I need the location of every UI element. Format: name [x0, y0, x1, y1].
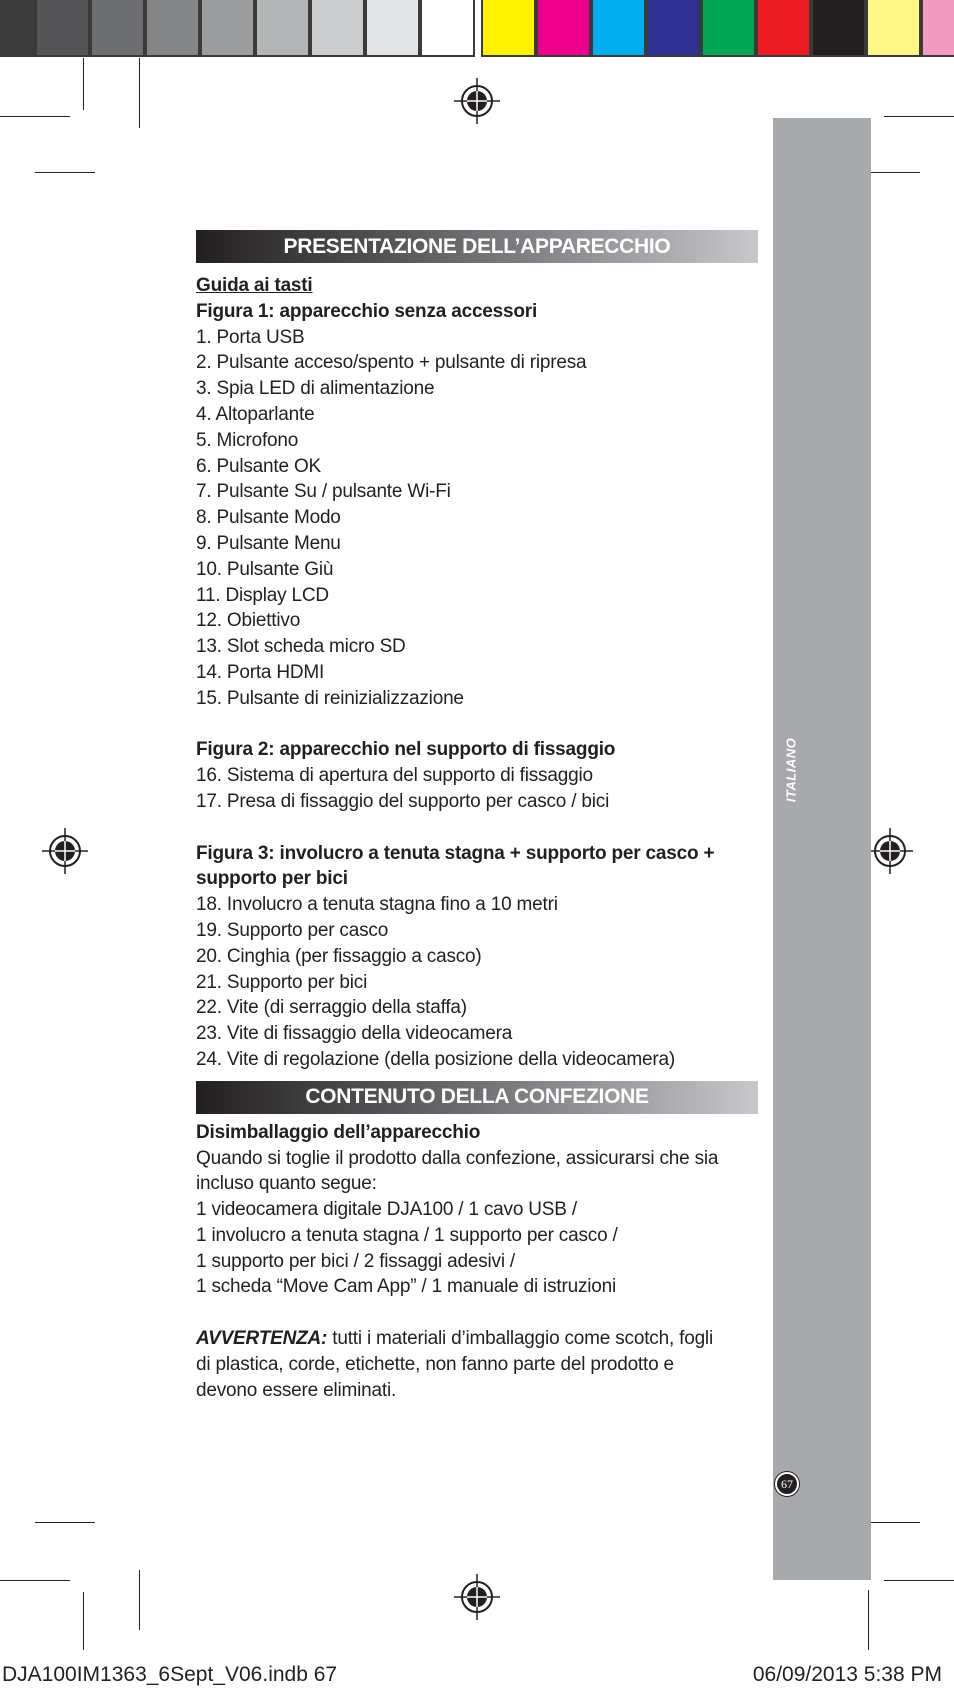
main-content [196, 230, 758, 1403]
warning-text: di plastica, corde, etichette, non fanno parte del prodotto e [196, 1353, 674, 1375]
list-item: 17. Presa di fissaggio del supporto per casco / bici [196, 790, 610, 812]
color-swatch [365, 0, 420, 57]
warning-text [196, 1326, 758, 1352]
crop-mark [0, 1580, 70, 1581]
figure-title: Figura 1: apparecchio senza accessori [196, 300, 538, 322]
list-item: 22. Vite (di serraggio della staffa) [196, 997, 467, 1019]
color-swatch [701, 0, 756, 57]
list-item: 10. Pulsante Giù [196, 558, 334, 580]
registration-mark-icon [454, 1574, 500, 1620]
crop-mark [884, 1580, 954, 1581]
color-swatch [481, 0, 536, 57]
gray-calibration-bar [0, 0, 475, 60]
list-item: 18. Involucro a tenuta stagna fino a 10 metri [196, 894, 558, 916]
color-swatch [255, 0, 310, 57]
color-swatch [145, 0, 200, 57]
color-swatch [200, 0, 255, 57]
list-item: 1 videocamera digitale DJA100 / 1 cavo USB / [196, 1199, 577, 1221]
figure-2-list [196, 763, 758, 815]
registration-mark-icon [42, 828, 88, 874]
list-item: 15. Pulsante di reinizializzazione [196, 687, 464, 709]
crop-mark [884, 116, 954, 117]
color-swatch [591, 0, 646, 57]
intro-text: Quando si toglie il prodotto dalla confezione, assicurarsi che sia [196, 1147, 719, 1169]
crop-mark [83, 58, 84, 110]
color-swatch [0, 0, 35, 57]
registration-mark-icon [867, 828, 913, 874]
crop-mark [83, 1592, 84, 1650]
color-swatch [420, 0, 475, 57]
crop-mark [139, 58, 140, 128]
list-item: 5. Microfono [196, 429, 299, 451]
section-heading-presentazione: PRESENTAZIONE DELL’APPARECCHIO [196, 230, 758, 263]
slug-filename: DJA100IM1363_6Sept_V06.indb 67 [2, 1663, 338, 1686]
crop-mark [868, 1590, 869, 1650]
list-item: 23. Vite di fissaggio della videocamera [196, 1023, 513, 1045]
figure-3-list [196, 892, 758, 1073]
warning-label: AVVERTENZA: [196, 1328, 328, 1350]
package-contents-list [196, 1197, 758, 1300]
color-swatch [756, 0, 811, 57]
color-swatch [90, 0, 145, 57]
crop-mark [0, 116, 70, 117]
crop-mark [139, 1570, 140, 1630]
list-item: 4. Altoparlante [196, 403, 315, 425]
color-swatch [921, 0, 954, 57]
figure-title: Figura 3: involucro a tenuta stagna + supporto per casco + [196, 842, 715, 864]
list-item: 9. Pulsante Menu [196, 532, 341, 554]
crop-mark [35, 172, 95, 173]
figure-title: Figura 2: apparecchio nel supporto di fissaggio [196, 739, 616, 761]
section-body-presentazione [196, 273, 758, 1073]
warning-body: tutti i materiali d’imballaggio come scotch, fogli [327, 1328, 713, 1350]
figure-title: supporto per bici [196, 868, 348, 890]
list-item: 6. Pulsante OK [196, 455, 321, 477]
color-swatch [536, 0, 591, 57]
list-item: 16. Sistema di apertura del supporto di fissaggio [196, 765, 593, 787]
list-item: 2. Pulsante acceso/spento + pulsante di ripresa [196, 352, 587, 374]
page-number: 67 [775, 1472, 799, 1496]
subheading: Guida ai tasti [196, 275, 313, 296]
figure-1-list [196, 325, 758, 712]
list-item: 1 supporto per bici / 2 fissaggi adesivi / [196, 1250, 515, 1272]
list-item: 13. Slot scheda micro SD [196, 636, 406, 658]
section-heading-contenuto: CONTENUTO DELLA CONFEZIONE [196, 1081, 758, 1114]
intro-text: incluso quanto segue: [196, 1173, 377, 1195]
list-item: 12. Obiettivo [196, 610, 301, 632]
list-item: 20. Cinghia (per fissaggio a casco) [196, 945, 482, 967]
color-swatch [35, 0, 90, 57]
list-item: 14. Porta HDMI [196, 661, 325, 683]
list-item: 21. Supporto per bici [196, 971, 368, 993]
subheading: Disimballaggio dell’apparecchio [196, 1121, 481, 1143]
color-swatch [811, 0, 866, 57]
section-body-contenuto [196, 1120, 758, 1404]
warning-text: devono essere eliminati. [196, 1379, 397, 1401]
color-swatch [866, 0, 921, 57]
list-item: 8. Pulsante Modo [196, 507, 341, 529]
color-swatch [646, 0, 701, 57]
list-item: 3. Spia LED di alimentazione [196, 378, 435, 400]
registration-mark-icon [454, 78, 500, 124]
list-item: 7. Pulsante Su / pulsante Wi-Fi [196, 481, 451, 503]
list-item: 11. Display LCD [196, 584, 329, 606]
list-item: 1 scheda “Move Cam App” / 1 manuale di istruzioni [196, 1276, 617, 1298]
list-item: 19. Supporto per casco [196, 919, 389, 941]
color-calibration-bar [481, 0, 954, 60]
list-item: 1 involucro a tenuta stagna / 1 supporto per casco / [196, 1224, 618, 1246]
slug-datetime: 06/09/2013 5:38 PM [752, 1663, 942, 1686]
language-side-tab [773, 118, 871, 1580]
list-item: 1. Porta USB [196, 326, 305, 348]
list-item: 24. Vite di regolazione (della posizione della videocamera) [196, 1048, 675, 1070]
crop-mark [35, 1522, 95, 1523]
language-label: ITALIANO [783, 737, 799, 803]
color-swatch [310, 0, 365, 57]
